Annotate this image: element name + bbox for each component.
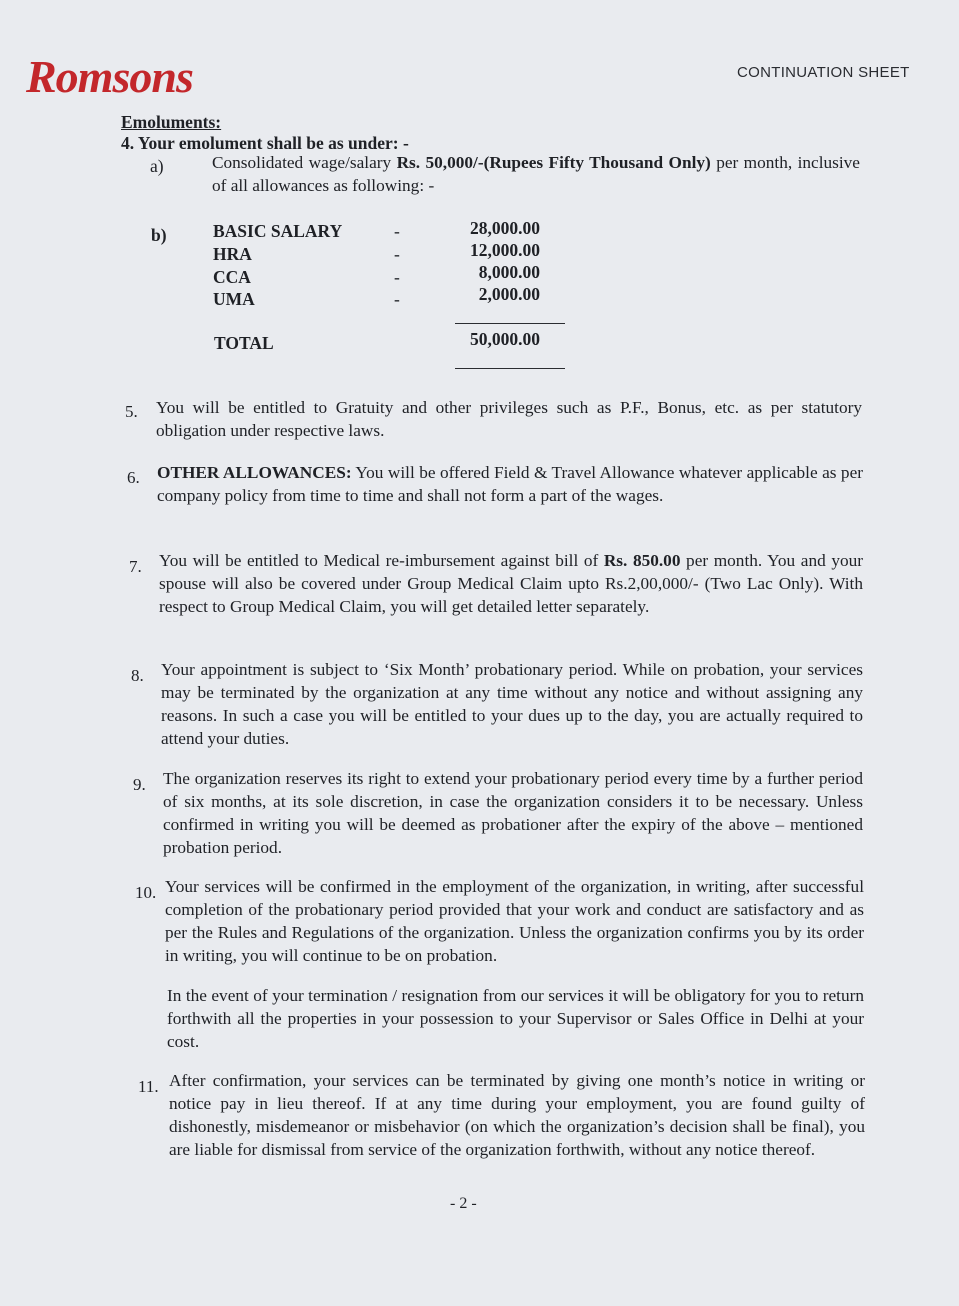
clause-8-text: Your appointment is subject to ‘Six Month’ probationary period. While on probation, your services may be terminated by the organization at any time without any notice and without assigning any reasons. In such a case you will be entitled to your dues up to the day, you are actually required to attend your duties. (161, 660, 863, 748)
clause-number: 8. (131, 666, 144, 685)
clause-4b-marker: b) (151, 225, 167, 245)
romsons-logo: Romsons (26, 51, 193, 102)
clause-9-text: The organization reserves its right to extend your probationary period every time by a further period of six months, at its sole discretion, in case the organization considers it to be necessary. Unless confirmed in writing you will be deemed as probationer after the expiry of the above – mentioned probation period. (163, 769, 863, 857)
clause-4a-text (212, 151, 860, 197)
clause-6-body: You will be offered Field & Travel Allowance whatever applicable as per company policy from time to time and shall not form a part of the wages. (157, 463, 863, 505)
total-rule-bottom (455, 368, 565, 369)
clause-number: 7. (129, 557, 142, 576)
salary-label: CCA (213, 267, 251, 287)
clause-number: 6. (127, 468, 140, 487)
clause-7-text (159, 549, 863, 618)
total-amount: 50,000.00 (470, 329, 540, 349)
sheet-title: CONTINUATION SHEET (737, 64, 910, 81)
salary-amount: 2,000.00 (478, 284, 540, 304)
clause-4a-marker: a) (150, 156, 164, 176)
salary-amount: 12,000.00 (470, 240, 540, 260)
clause-number: 5. (125, 402, 138, 421)
salary-dash: - (394, 267, 400, 287)
clause-4-heading: 4. Your emolument shall be as under: - (121, 133, 409, 153)
clause-10-text: Your services will be confirmed in the employment of the organization, in writing, after successful completion of the probationary period provided that your work and conduct are satisfactory and as per the Rules and Regulations of the organization. Unless the organization confirms you by its order in writing, you will continue to be on probation. (165, 877, 864, 965)
clause-11-text: After confirmation, your services can be terminated by giving one month’s notice in writing or notice pay in lieu thereof. If at any time during your employment, you are found guilty of dishonestly, misdemeanor or misbehavior (on which the organization’s decision shall be final), you are liable for dismissal from service of the organization forthwith, without any notice thereof. (169, 1071, 865, 1159)
clause-6-text (157, 461, 863, 507)
salary-dash: - (394, 221, 400, 241)
clause-6-heading: OTHER ALLOWANCES: (157, 463, 352, 482)
salary-label: BASIC SALARY (213, 221, 343, 241)
clause-7-text-2: per month. You and your spouse will also be covered under Group Medical Claim upto Rs.2,00,000/- (Two Lac Only). With respect to Group Medical Claim, you will get detailed letter separately. (159, 551, 863, 616)
clause-number: 10. (135, 883, 157, 902)
clause-number: 9. (133, 775, 146, 794)
clause-7-text-1: You will be entitled to Medical re-imbursement against bill of (159, 551, 604, 570)
salary-label: HRA (213, 244, 252, 264)
total-label: TOTAL (214, 333, 274, 353)
salary-amount: 8,000.00 (478, 262, 540, 282)
clause-4a-text-2: per month, inclusive of all allowances as following: - (212, 153, 860, 195)
page-number: - 2 - (450, 1195, 477, 1212)
salary-dash: - (394, 244, 400, 264)
salary-dash: - (394, 289, 400, 309)
total-rule-top (455, 323, 565, 324)
clause-4a-text-1: Consolidated wage/salary (212, 153, 392, 172)
salary-amount: 28,000.00 (470, 218, 540, 238)
clause-7-amount: Rs. 850.00 (603, 551, 681, 570)
section-title: Emoluments: (121, 112, 222, 132)
clause-10-extra-text: In the event of your termination / resignation from our services it will be obligatory for you to return forthwith all the properties in your possession to your Supervisor or Sales Office in Delhi at your cost. (167, 986, 864, 1051)
clause-number: 11. (138, 1077, 159, 1096)
clause-4a-amount: Rs. 50,000/-(Rupees Fifty Thousand Only) (396, 153, 711, 172)
clause-5-text: You will be entitled to Gratuity and other privileges such as P.F., Bonus, etc. as per statutory obligation under respective laws. (156, 398, 862, 440)
salary-label: UMA (213, 289, 255, 309)
